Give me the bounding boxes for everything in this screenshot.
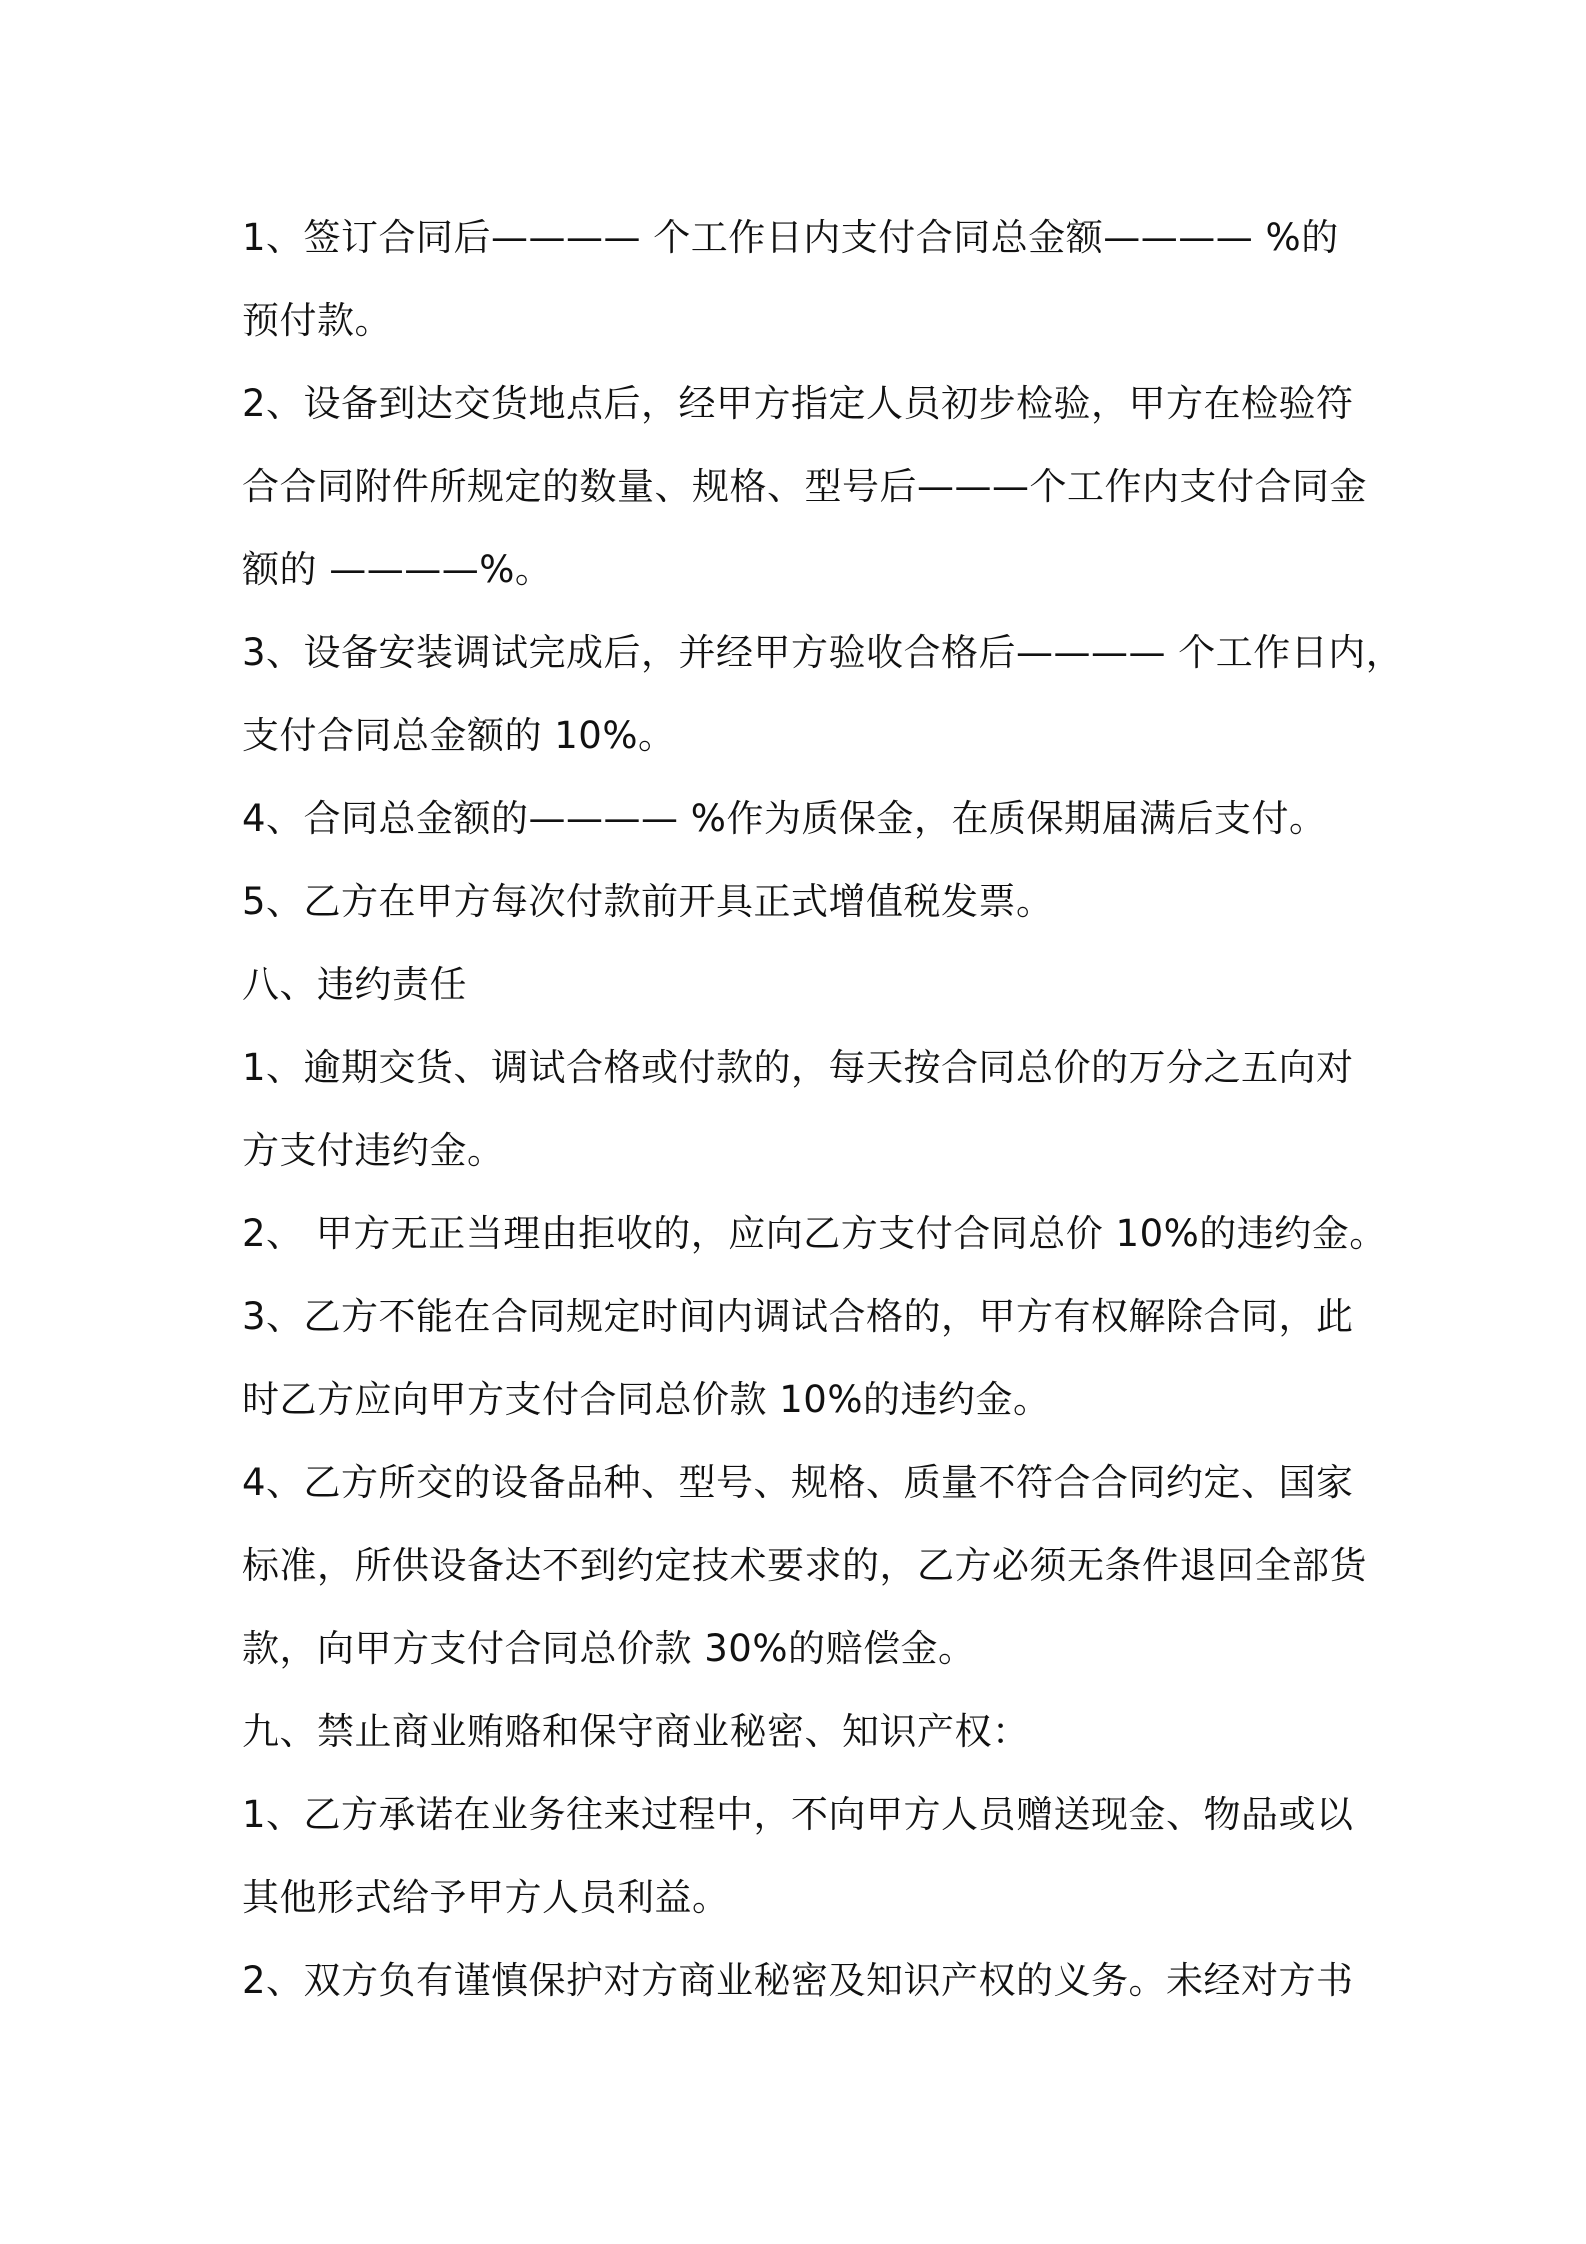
section-heading: 八、违约责任: [242, 963, 467, 1006]
text-line: 4、乙方所交的设备品种、型号、规格、质量不符合合同约定、国家: [242, 1461, 1354, 1504]
text-line: 预付款。: [242, 299, 392, 342]
document-body: [242, 196, 1404, 2022]
text-line: 款，向甲方支付合同总价款 30%的赔偿金。: [242, 1627, 976, 1670]
text-line: 2、 甲方无正当理由拒收的，应向乙方支付合同总价 10%的违约金。: [242, 1212, 1387, 1255]
text-line: 3、乙方不能在合同规定时间内调试合格的，甲方有权解除合同，此: [242, 1295, 1354, 1338]
section-heading: 九、禁止商业贿赂和保守商业秘密、知识产权：: [242, 1710, 1030, 1753]
text-line: 3、设备安装调试完成后，并经甲方验收合格后———— 个工作日内，: [242, 631, 1404, 674]
text-line: 额的 ————%。: [242, 548, 553, 591]
text-line: 1、逾期交货、调试合格或付款的，每天按合同总价的万分之五向对: [242, 1046, 1354, 1089]
text-line: 2、设备到达交货地点后，经甲方指定人员初步检验，甲方在检验符: [242, 382, 1354, 425]
text-line: 其他形式给予甲方人员利益。: [242, 1876, 730, 1919]
text-line: 1、乙方承诺在业务往来过程中，不向甲方人员赠送现金、物品或以: [242, 1793, 1354, 1836]
text-line: 2、双方负有谨慎保护对方商业秘密及知识产权的义务。未经对方书: [242, 1959, 1354, 2002]
text-line: 方支付违约金。: [242, 1129, 505, 1172]
text-line: 1、签订合同后———— 个工作日内支付合同总金额———— %的: [242, 216, 1339, 259]
text-line: 时乙方应向甲方支付合同总价款 10%的违约金。: [242, 1378, 1051, 1421]
text-line: 支付合同总金额的 10%。: [242, 714, 676, 757]
text-line: 合合同附件所规定的数量、规格、型号后———个工作内支付合同金: [242, 465, 1367, 508]
text-line: 5、乙方在甲方每次付款前开具正式增值税发票。: [242, 880, 1054, 923]
text-line: 标准，所供设备达不到约定技术要求的，乙方必须无条件退回全部货: [242, 1544, 1367, 1587]
text-line: 4、合同总金额的———— %作为质保金，在质保期届满后支付。: [242, 797, 1327, 840]
